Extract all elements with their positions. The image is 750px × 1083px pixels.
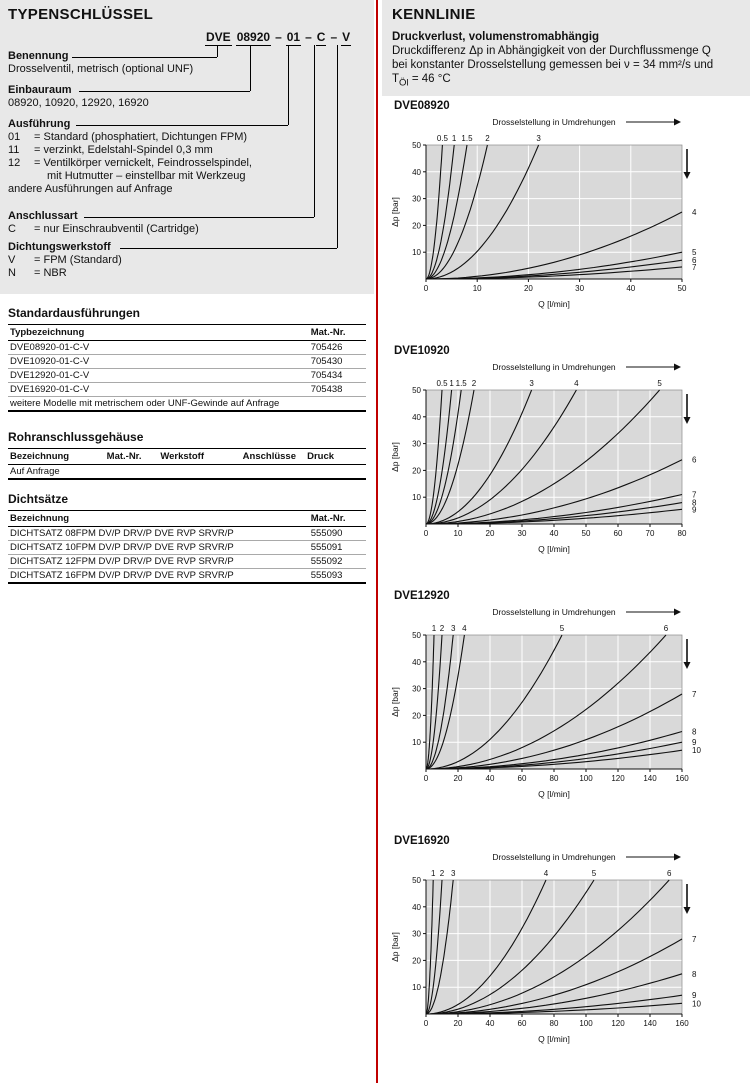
- y-tick-label: 50: [412, 631, 421, 640]
- x-tick-label: 20: [485, 529, 495, 538]
- x-tick-label: 140: [643, 1019, 657, 1028]
- section-label: Anschlussart: [8, 210, 78, 222]
- x-tick-label: 80: [549, 774, 559, 783]
- typenschluessel-title: TYPENSCHLÜSSEL: [8, 6, 154, 23]
- option-row: N = NBR: [8, 267, 67, 279]
- top-axis-label: Drosselstellung in Umdrehungen: [492, 117, 616, 127]
- description-line: Druckdifferenz Δp in Abhängigkeit von der Durchflussmenge Q: [392, 45, 711, 57]
- chart-block-dve12920: [382, 590, 742, 803]
- x-tick-label: 30: [575, 284, 585, 293]
- x-tick-label: 0: [423, 1019, 429, 1028]
- code-part-dichtung: V: [342, 30, 351, 44]
- code-part-ausfuehrung: 01: [286, 30, 301, 44]
- column-header: Bezeichnung: [8, 511, 309, 527]
- x-tick-label: 120: [611, 774, 625, 783]
- column-header: Mat.-Nr.: [309, 511, 366, 527]
- rohranschlussgehaeuse-heading: Rohranschlussgehäuse: [8, 430, 144, 444]
- direction-down-arrowhead: [684, 417, 691, 424]
- curve-label-7: 7: [692, 934, 697, 944]
- chart-dve16920: [382, 848, 742, 1048]
- x-tick-label: 60: [613, 529, 623, 538]
- column-header: Mat.-Nr.: [105, 449, 159, 465]
- section-text: 08920, 10920, 12920, 16920: [8, 97, 149, 109]
- section-label: Dichtungswerkstoff: [8, 241, 111, 253]
- kennlinie-description: [392, 30, 742, 90]
- curve-label-8: 8: [692, 727, 697, 737]
- x-axis-label: Q [l/min]: [538, 789, 570, 799]
- y-axis-label: Δp [bar]: [390, 442, 400, 472]
- section-text: Drosselventil, metrisch (optional UNF): [8, 63, 194, 75]
- y-tick-label: 10: [412, 738, 421, 748]
- table-row: DVE12920-01-C-V 705434: [8, 369, 366, 383]
- y-tick-label: 50: [412, 141, 421, 150]
- curve-label-8: 8: [692, 498, 697, 508]
- curve-label-5: 5: [591, 869, 597, 878]
- curve-label-4: 4: [543, 869, 549, 878]
- table-note-row: weitere Modelle mit metrischem oder UNF-Gewinde auf Anfrage: [8, 397, 366, 412]
- x-tick-label: 80: [549, 1019, 559, 1028]
- table-row: Auf Anfrage: [8, 465, 366, 480]
- y-tick-label: 10: [412, 493, 421, 503]
- table-row: DICHTSATZ 10FPM DV/P DRV/P DVE RVP SRVR/P 555091: [8, 541, 366, 555]
- x-tick-label: 50: [581, 529, 591, 538]
- curve-label-3: 3: [450, 624, 456, 633]
- x-tick-label: 80: [677, 529, 687, 538]
- direction-down-arrowhead: [684, 172, 691, 179]
- curve-label-1.5: 1.5: [461, 134, 473, 143]
- curve-label-5: 5: [559, 624, 565, 633]
- section-label: Benennung: [8, 50, 69, 62]
- top-axis-label: Drosselstellung in Umdrehungen: [492, 362, 616, 372]
- x-tick-label: 100: [579, 774, 593, 783]
- y-tick-label: 30: [412, 684, 421, 694]
- x-tick-label: 140: [643, 774, 657, 783]
- x-tick-label: 160: [675, 774, 689, 783]
- x-tick-label: 60: [517, 1019, 527, 1028]
- curve-label-0.5: 0.5: [436, 379, 448, 388]
- y-tick-label: 30: [412, 194, 421, 204]
- x-tick-label: 50: [677, 284, 687, 293]
- table-row: DICHTSATZ 12FPM DV/P DRV/P DVE RVP SRVR/P 555092: [8, 555, 366, 569]
- code-part-size: 08920: [236, 30, 271, 44]
- table-header-row: [8, 511, 366, 527]
- option-row: 12 = Ventilkörper vernickelt, Feindrosselspindel,: [8, 157, 252, 169]
- y-axis-label: Δp [bar]: [390, 197, 400, 227]
- connector-anschlussart-v: [314, 45, 315, 217]
- curve-label-6: 6: [692, 256, 697, 266]
- curve-label-6: 6: [663, 624, 669, 633]
- x-tick-label: 10: [472, 284, 482, 293]
- x-tick-label: 20: [523, 284, 533, 293]
- description-line: $T_{Öl} = 46$ °C: [392, 73, 451, 89]
- curve-label-4: 4: [692, 208, 697, 217]
- dichtsaetze-heading: Dichtsätze: [8, 492, 69, 506]
- top-axis-label: Drosselstellung in Umdrehungen: [492, 607, 616, 617]
- top-axis-arrowhead: [674, 364, 681, 371]
- kennlinie-title: KENNLINIE: [392, 6, 476, 23]
- x-tick-label: 0: [423, 774, 429, 783]
- code-dash: –: [330, 30, 338, 44]
- chart-canvas: [386, 603, 722, 803]
- curve-label-2: 2: [485, 134, 490, 143]
- section-einbauraum: [8, 84, 228, 110]
- section-label: Ausführung: [8, 118, 71, 130]
- curve-label-10: 10: [692, 746, 701, 756]
- y-tick-label: 30: [412, 439, 421, 449]
- x-tick-label: 20: [453, 774, 463, 783]
- dichtsaetze-section: [8, 492, 366, 584]
- curve-label-9: 9: [692, 738, 697, 748]
- curve-label-2: 2: [439, 869, 445, 878]
- chart-title: DVE08920: [394, 100, 450, 112]
- chart-block-dve08920: [382, 100, 742, 313]
- plot-area: [426, 145, 682, 279]
- x-tick-label: 160: [675, 1019, 689, 1028]
- order-code: [205, 30, 351, 46]
- y-tick-label: 40: [412, 412, 421, 422]
- chart-dve12920: [382, 603, 742, 803]
- x-axis-label: Q [l/min]: [538, 544, 570, 554]
- connector-dichtung-v: [337, 45, 338, 248]
- y-axis-label: Δp [bar]: [390, 687, 400, 717]
- table-header-row: [8, 449, 366, 465]
- curve-label-9: 9: [692, 991, 697, 1001]
- standardausfuehrungen-table: [8, 324, 366, 412]
- code-part-anschlussart: C: [316, 30, 326, 44]
- option-row: 11 = verzinkt, Edelstahl-Spindel 0,3 mm: [8, 144, 213, 156]
- x-tick-label: 30: [517, 529, 527, 538]
- section-benennung: [8, 50, 228, 76]
- option-row: 01 = Standard (phosphatiert, Dichtungen FPM): [8, 131, 248, 143]
- code-dash: –: [275, 30, 282, 44]
- chart-block-dve10920: [382, 345, 742, 558]
- curve-label-6: 6: [692, 455, 697, 465]
- direction-down-arrowhead: [684, 662, 691, 669]
- column-header: Typbezeichnung: [8, 325, 309, 341]
- curve-label-2: 2: [439, 624, 445, 633]
- x-axis-label: Q [l/min]: [538, 299, 570, 309]
- section-ausfuehrung: [8, 118, 288, 196]
- x-tick-label: 60: [517, 774, 527, 783]
- curve-label-3: 3: [450, 869, 456, 878]
- curve-label-7: 7: [692, 490, 697, 500]
- chart-dve10920: [382, 358, 742, 558]
- chart-title: DVE16920: [394, 835, 450, 847]
- top-axis-arrowhead: [674, 119, 681, 126]
- curve-label-4: 4: [574, 379, 579, 388]
- dichtsaetze-table: [8, 510, 366, 584]
- curve-label-1.5: 1.5: [455, 379, 467, 388]
- curve-label-0.5: 0.5: [436, 134, 448, 143]
- chart-dve08920: [382, 113, 742, 313]
- curve-label-1: 1: [449, 379, 454, 388]
- curve-label-10: 10: [692, 999, 701, 1009]
- section-dichtungswerkstoff: [8, 241, 268, 280]
- curve-label-5: 5: [657, 379, 662, 388]
- column-header: Bezeichnung: [8, 449, 105, 465]
- column-header: Anschlüsse: [241, 449, 305, 465]
- x-tick-label: 40: [485, 1019, 495, 1028]
- chart-canvas: [386, 358, 722, 558]
- curve-label-8: 8: [692, 969, 697, 979]
- x-tick-label: 40: [549, 529, 559, 538]
- option-row: V = FPM (Standard): [8, 254, 122, 266]
- x-tick-label: 0: [423, 529, 429, 538]
- curve-label-9: 9: [692, 505, 697, 515]
- y-tick-label: 20: [412, 956, 421, 966]
- y-tick-label: 20: [412, 711, 421, 721]
- y-axis-label: Δp [bar]: [390, 932, 400, 962]
- chart-block-dve16920: [382, 835, 742, 1048]
- curve-label-4: 4: [462, 624, 467, 633]
- standardausfuehrungen-section: [8, 306, 366, 412]
- y-tick-label: 20: [412, 221, 421, 231]
- curve-label-7: 7: [692, 689, 697, 699]
- column-header: Werkstoff: [158, 449, 240, 465]
- top-axis-arrowhead: [674, 854, 681, 861]
- y-tick-label: 40: [412, 657, 421, 667]
- chart-title: DVE12920: [394, 590, 450, 602]
- curve-label-1: 1: [451, 134, 457, 143]
- code-part-dve: DVE: [206, 30, 231, 44]
- table-row: DVE10920-01-C-V 705430: [8, 355, 366, 369]
- column-header: Mat.-Nr.: [309, 325, 366, 341]
- x-tick-label: 40: [626, 284, 636, 293]
- y-tick-label: 40: [412, 902, 421, 912]
- table-row: DICHTSATZ 16FPM DV/P DRV/P DVE RVP SRVR/P 555093: [8, 569, 366, 584]
- x-tick-label: 0: [423, 284, 429, 293]
- section-label: Einbauraum: [8, 84, 72, 96]
- option-row: C = nur Einschraubventil (Cartridge): [8, 223, 199, 235]
- direction-down-arrowhead: [684, 907, 691, 914]
- y-tick-label: 30: [412, 929, 421, 939]
- option-row: mit Hutmutter – einstellbar mit Werkzeug: [47, 170, 246, 182]
- connector-einbauraum-v: [250, 45, 251, 91]
- rohranschlussgehaeuse-table: [8, 448, 366, 480]
- table-row: DVE08920-01-C-V 705426: [8, 341, 366, 355]
- table-row: DICHTSATZ 08FPM DV/P DRV/P DVE RVP SRVR/P 555090: [8, 527, 366, 541]
- curve-label-3: 3: [529, 379, 534, 388]
- y-tick-label: 10: [412, 983, 421, 993]
- chart-canvas: [386, 848, 722, 1048]
- standardausfuehrungen-heading: Standardausführungen: [8, 306, 141, 320]
- curve-label-7: 7: [692, 262, 697, 272]
- rohranschlussgehaeuse-section: [8, 430, 366, 480]
- section-anschlussart: [8, 210, 268, 236]
- x-tick-label: 120: [611, 1019, 625, 1028]
- curve-label-2: 2: [471, 379, 477, 388]
- chart-title: DVE10920: [394, 345, 450, 357]
- x-tick-label: 10: [453, 529, 463, 538]
- connector-ausfuehrung-v: [288, 45, 289, 125]
- y-tick-label: 50: [412, 876, 421, 885]
- chart-canvas: [386, 113, 722, 313]
- top-axis-arrowhead: [674, 609, 681, 616]
- description-line: bei konstanter Drosselstellung gemessen bei ν = 34 mm²/s und: [392, 59, 714, 71]
- section-note: andere Ausführungen auf Anfrage: [8, 183, 173, 195]
- column-header: Druck: [305, 449, 366, 465]
- y-tick-label: 20: [412, 466, 421, 476]
- curve-label-5: 5: [692, 248, 697, 258]
- code-dash: –: [305, 30, 312, 44]
- x-tick-label: 100: [579, 1019, 593, 1028]
- x-axis-label: Q [l/min]: [538, 1034, 570, 1044]
- x-tick-label: 20: [453, 1019, 463, 1028]
- curve-label-3: 3: [536, 134, 541, 143]
- curve-label-1: 1: [430, 869, 436, 878]
- x-tick-label: 70: [645, 529, 655, 538]
- table-row: DVE16920-01-C-V 705438: [8, 383, 366, 397]
- curve-label-6: 6: [666, 869, 672, 878]
- curve-label-1: 1: [431, 624, 437, 633]
- y-tick-label: 40: [412, 167, 421, 177]
- x-tick-label: 40: [485, 774, 495, 783]
- kennlinie-subtitle: Druckverlust, volumenstromabhängig: [392, 31, 600, 43]
- table-header-row: [8, 325, 366, 341]
- y-tick-label: 10: [412, 248, 421, 258]
- red-divider-line: [376, 0, 378, 1083]
- y-tick-label: 50: [412, 386, 421, 395]
- top-axis-label: Drosselstellung in Umdrehungen: [492, 852, 616, 862]
